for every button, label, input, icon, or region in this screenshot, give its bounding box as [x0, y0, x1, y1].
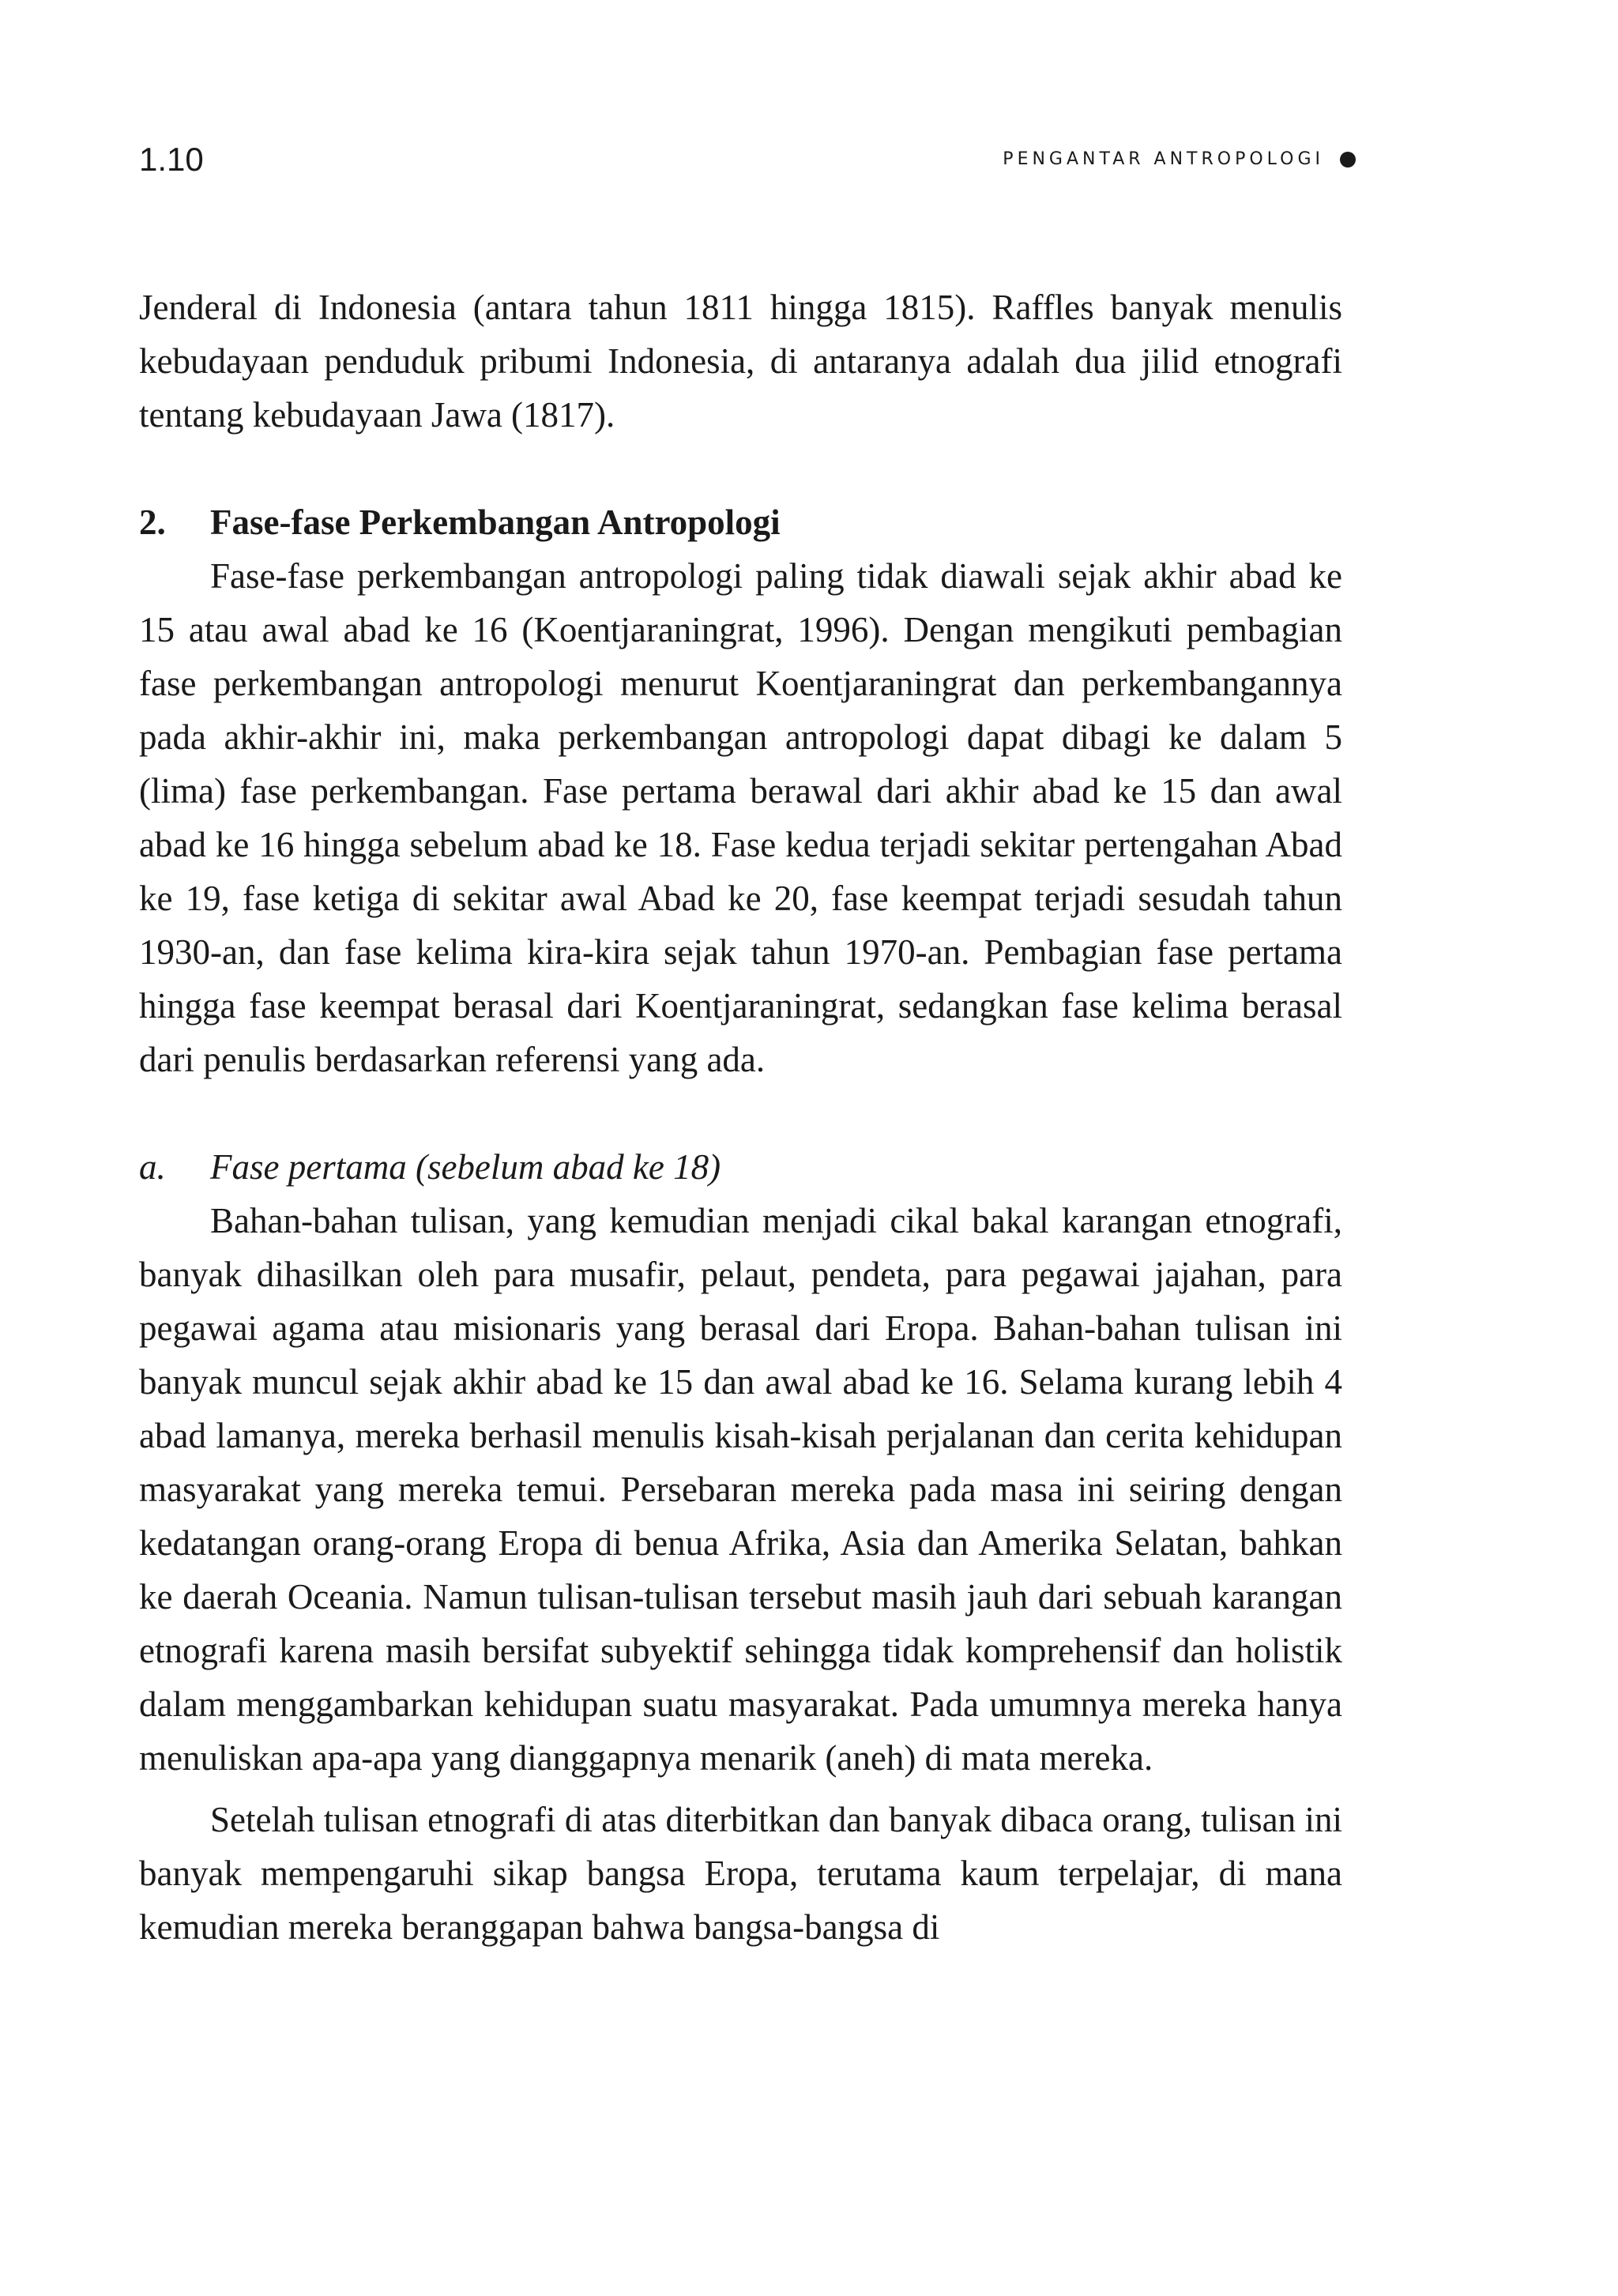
body-text	[139, 280, 1342, 1954]
subsection-letter: a.	[139, 1147, 166, 1187]
subsection-heading	[139, 1140, 1342, 1194]
running-header	[139, 136, 1356, 183]
book-title: PENGANTAR ANTROPOLOGI	[1003, 149, 1324, 169]
subsection-paragraph-1: Bahan-bahan tulisan, yang kemudian menjadi cikal bakal karangan etnografi, banyak dihasilkan oleh para musafir, pelaut, pendeta, para pegawai jajahan, para pegawai agama atau misionaris yang berasal dari Eropa. Bahan-bahan tulisan ini banyak muncul sejak akhir abad ke 15 dan awal abad ke 16. Selama kurang lebih 4 abad lamanya, mereka berhasil menulis kisah-kisah perjalanan dan cerita kehidupan masyarakat yang mereka temui. Persebaran mereka pada masa ini seiring dengan kedatangan orang-orang Eropa di benua Afrika, Asia dan Amerika Selatan, bahkan ke daerah Oceania. Namun tulisan-tulisan tersebut masih jauh dari sebuah karangan etnografi karena masih bersifat subyektif sehingga tidak komprehensif dan holistik dalam menggambarkan kehidupan suatu masyarakat. Pada umumnya mereka hanya menuliskan apa-apa yang dianggapnya menarik (aneh) di mata mereka.	[139, 1201, 1342, 1778]
intro-paragraph: Jenderal di Indonesia (antara tahun 1811 hingga 1815). Raffles banyak menulis kebudayaan penduduk pribumi Indonesia, di antaranya adalah dua jilid etnografi tentang kebudayaan Jawa (1817).	[139, 288, 1342, 435]
filled-circle-icon	[1340, 152, 1356, 167]
page-number: 1.10	[139, 141, 204, 178]
subsection-title: Fase pertama (sebelum abad ke 18)	[210, 1147, 721, 1187]
section-heading	[139, 495, 1342, 549]
section-number: 2.	[139, 502, 166, 542]
section-title: Fase-fase Perkembangan Antropologi	[210, 502, 781, 542]
subsection-paragraph-2: Setelah tulisan etnografi di atas diterbitkan dan banyak dibaca orang, tulisan ini banyak mempengaruhi sikap bangsa Eropa, terutama kaum terpelajar, di mana kemudian mereka beranggapan bahwa bangsa-bangsa di	[139, 1800, 1342, 1947]
section-paragraph: Fase-fase perkembangan antropologi paling tidak diawali sejak akhir abad ke 15 atau awal abad ke 16 (Koentjaraningrat, 1996). Dengan mengikuti pembagian fase perkembangan antropologi menurut Koentjaraningrat dan perkembangannya pada akhir-akhir ini, maka perkembangan antropologi dapat dibagi ke dalam 5 (lima) fase perkembangan. Fase pertama berawal dari akhir abad ke 15 dan awal abad ke 16 hingga sebelum abad ke 18. Fase kedua terjadi sekitar pertengahan Abad ke 19, fase ketiga di sekitar awal Abad ke 20, fase keempat terjadi sesudah tahun 1930-an, dan fase kelima kira-kira sejak tahun 1970-an. Pembagian fase pertama hingga fase keempat berasal dari Koentjaraningrat, sedangkan fase kelima berasal dari penulis berdasarkan referensi yang ada.	[139, 556, 1342, 1079]
header-title-group	[1003, 136, 1356, 183]
